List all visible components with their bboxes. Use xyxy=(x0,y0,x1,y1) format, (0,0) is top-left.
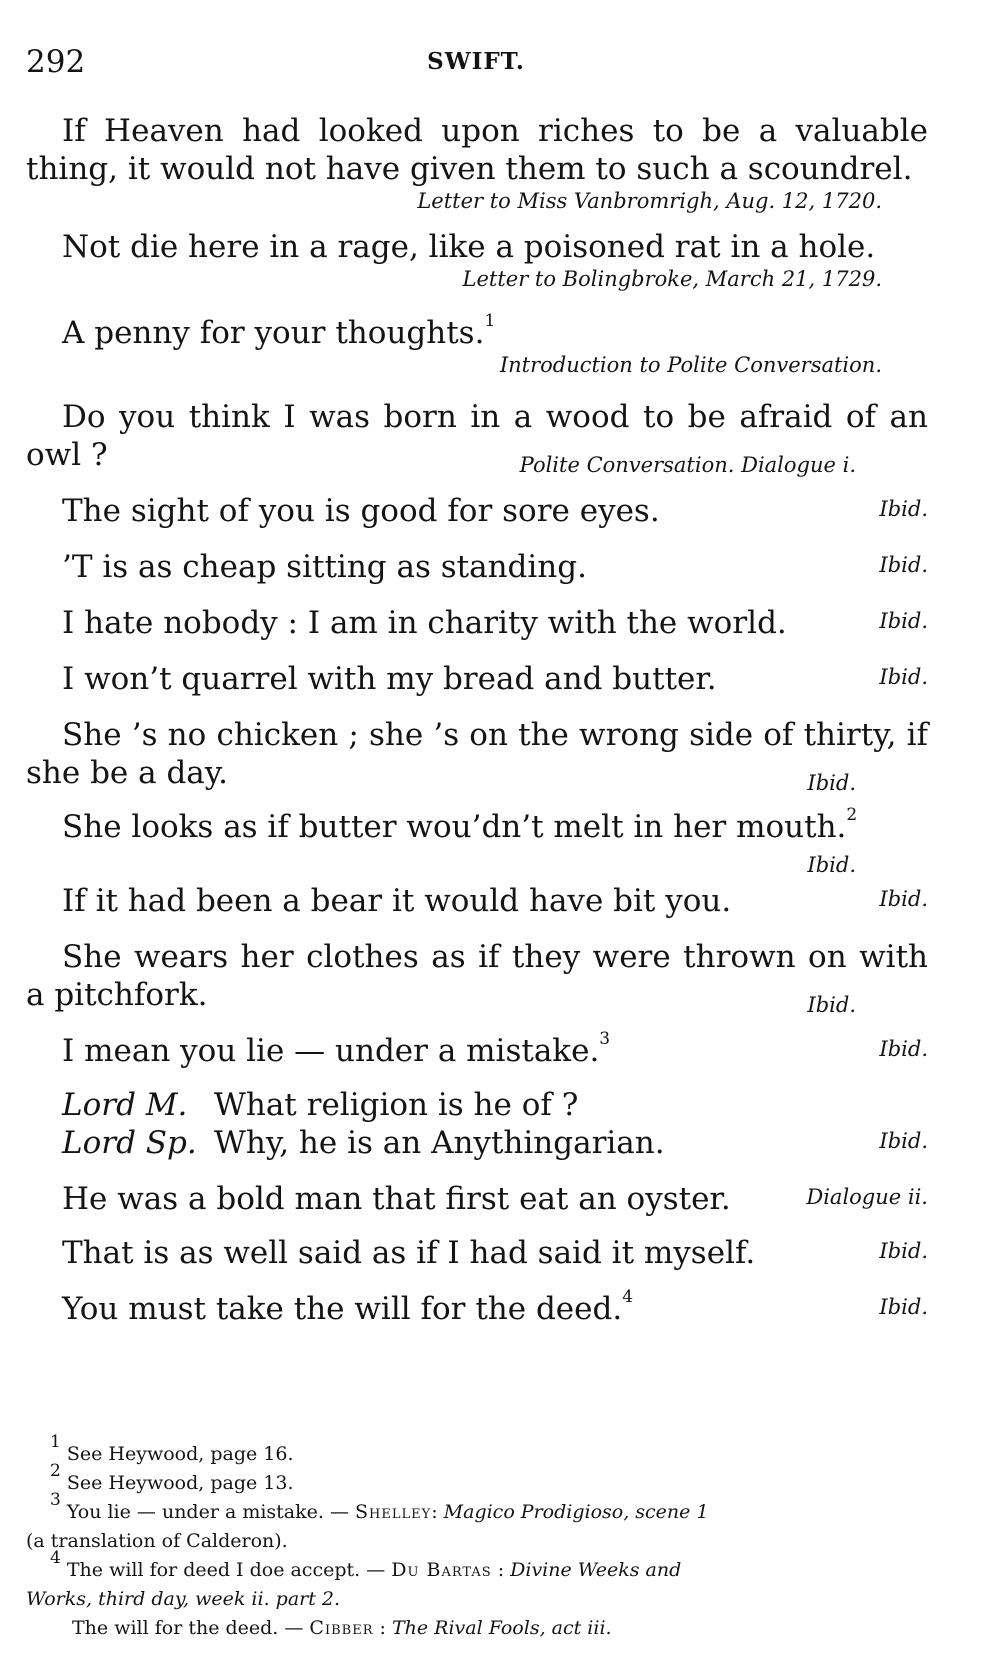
quote-text: Not die here in a rage, like a poisoned rat in a hole. xyxy=(62,229,876,265)
footnote-continuation: (a translation of Calderon). xyxy=(26,1530,288,1552)
footnote xyxy=(26,1431,930,1469)
dialogue-text: Why, he is an Anythingarian. xyxy=(214,1125,665,1161)
dialogue-line xyxy=(62,1086,928,1124)
footnote-work: The Rival Fools, act iii. xyxy=(391,1617,612,1639)
footnote-author: Du Bartas xyxy=(391,1559,492,1581)
speaker-name: Lord M. xyxy=(62,1087,188,1123)
footnote xyxy=(26,1460,930,1498)
quote-citation: Ibid. xyxy=(879,1239,928,1263)
footnote-ref: 1 xyxy=(484,310,496,331)
footnote-punct: : xyxy=(491,1559,511,1581)
footnote-ref: 3 xyxy=(599,1028,611,1049)
quote-citation: Ibid. xyxy=(879,887,928,911)
quote-body: I mean you lie — under a mistake. xyxy=(62,1033,600,1069)
page-header xyxy=(26,44,926,84)
footnote-text: See Heywood, page 13. xyxy=(66,1472,294,1494)
quote-entry xyxy=(62,604,928,642)
dialogue-text: What religion is he of ? xyxy=(214,1087,579,1123)
quote-entry xyxy=(26,716,928,795)
quote-citation: Ibid. xyxy=(879,1129,928,1153)
quote-citation: Ibid. xyxy=(879,609,928,633)
quote-text: She ’s no chicken ; she ’s on the wrong side of thirty, if she be a day. xyxy=(26,717,928,791)
quote-citation: Ibid. xyxy=(807,993,856,1017)
quote-text: If Heaven had looked upon riches to be a valuable thing, it would not have given them to such a scoundrel. xyxy=(26,113,928,187)
quote-citation: Ibid. xyxy=(879,1037,928,1061)
quote-text xyxy=(62,1028,611,1070)
quote-entry xyxy=(26,310,928,378)
quote-entry xyxy=(62,1234,928,1272)
quote-text: That is as well said as if I had said it myself. xyxy=(62,1235,756,1271)
quote-citation: Ibid. xyxy=(879,553,928,577)
footnote xyxy=(26,1489,930,1527)
quote-citation: Letter to Miss Vanbromrigh, Aug. 12, 1720. xyxy=(417,189,882,213)
page-number: 292 xyxy=(26,44,86,80)
quote-entry xyxy=(62,1286,928,1328)
quote-entry xyxy=(26,112,928,214)
quote-text: He was a bold man that first eat an oyster. xyxy=(62,1181,731,1217)
footnote xyxy=(26,1614,930,1643)
quote-citation: Letter to Bolingbroke, March 21, 1729. xyxy=(462,267,882,291)
quote-text: If it had been a bear it would have bit you. xyxy=(62,883,732,919)
quote-text: I won’t quarrel with my bread and butter. xyxy=(62,661,717,697)
footnote-text: See Heywood, page 16. xyxy=(66,1443,294,1465)
footnote-ref: 4 xyxy=(622,1286,634,1307)
quote-entry xyxy=(26,398,928,477)
quote-citation: Ibid. xyxy=(879,497,928,521)
footnote-number: 1 xyxy=(50,1431,61,1452)
quote-citation: Ibid. xyxy=(807,853,856,877)
quote-entry xyxy=(26,938,928,1017)
footnote-text: The will for the deed. — xyxy=(72,1617,310,1639)
footnote-author: Shelley xyxy=(355,1501,432,1523)
quote-text xyxy=(62,1286,634,1328)
quote-citation: Polite Conversation. Dialogue i. xyxy=(519,453,856,477)
quote-body: A penny for your thoughts. xyxy=(62,315,485,351)
quote-entry xyxy=(62,882,928,920)
quote-text: Do you think I was born in a wood to be afraid of an owl ? xyxy=(26,399,928,473)
footnote-punct: : xyxy=(373,1617,392,1639)
quote-entry xyxy=(62,1180,928,1218)
quote-text xyxy=(26,804,928,846)
footnote-text: The will for deed I doe accept. — xyxy=(66,1559,392,1581)
quote-entry xyxy=(62,548,928,586)
quote-text: The sight of you is good for sore eyes. xyxy=(62,493,660,529)
footnotes xyxy=(26,1431,930,1643)
speaker-name: Lord Sp. xyxy=(62,1125,197,1161)
quote-entry xyxy=(62,492,928,530)
footnote-number: 4 xyxy=(50,1547,61,1568)
running-title: SWIFT. xyxy=(427,48,525,75)
quote-citation: Dialogue ii. xyxy=(806,1185,928,1209)
quote-entry xyxy=(62,1028,928,1070)
quote-entry xyxy=(26,228,928,292)
quote-entry xyxy=(62,660,928,698)
dialogue-line xyxy=(62,1124,928,1162)
quote-text: ’T is as cheap sitting as standing. xyxy=(62,549,587,585)
footnote-work: Magico Prodigioso, scene 1 xyxy=(443,1501,709,1523)
footnote-ref: 2 xyxy=(846,804,858,825)
footnote-continuation: Works, third day, week ii. part 2. xyxy=(26,1588,341,1610)
footnote-number: 2 xyxy=(50,1460,61,1481)
footnote-punct: : xyxy=(431,1501,444,1523)
quote-citation: Ibid. xyxy=(879,665,928,689)
quote-citation: Ibid. xyxy=(879,1295,928,1319)
quote-text: She wears her clothes as if they were thrown on with a pitchfork. xyxy=(26,939,928,1013)
footnote xyxy=(26,1547,930,1585)
footnote-author: Cibber xyxy=(309,1617,374,1639)
quote-citation: Introduction to Polite Conversation. xyxy=(499,353,882,377)
quote-body: She looks as if butter wou’dn’t melt in her mouth. xyxy=(62,809,847,845)
footnote-work: Divine Weeks and xyxy=(510,1559,682,1581)
quote-entry xyxy=(26,804,928,877)
quote-text: I hate nobody : I am in charity with the world. xyxy=(62,605,787,641)
quote-citation: Ibid. xyxy=(807,771,856,795)
quote-body: You must take the will for the deed. xyxy=(62,1291,623,1327)
footnote-number: 3 xyxy=(50,1489,61,1510)
footnote-text: You lie — under a mistake. — xyxy=(66,1501,356,1523)
quote-text xyxy=(26,310,928,352)
